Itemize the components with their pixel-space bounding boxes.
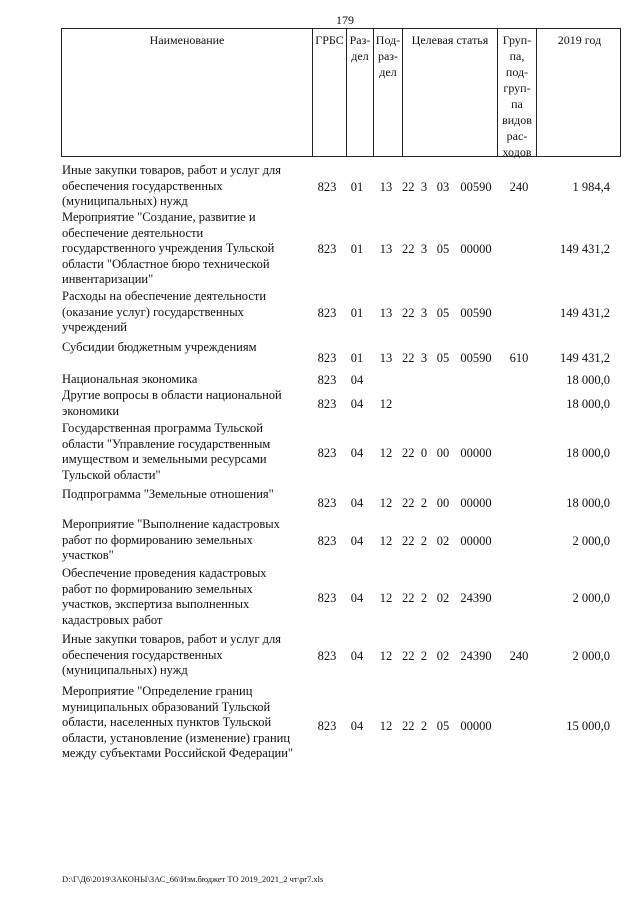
direction-code-cell: 00590	[460, 351, 492, 365]
row-name-line: Государственная программа Тульской	[62, 421, 263, 435]
main-event-code-cell: 02	[436, 591, 450, 605]
row-name	[62, 340, 312, 356]
row-name	[62, 163, 312, 210]
amount-cell: 1 984,4	[572, 180, 610, 194]
podrazdel-cell: 12	[379, 446, 393, 460]
row-name	[62, 684, 312, 762]
grbs-cell: 823	[317, 397, 337, 411]
main-event-code-cell: 00	[436, 496, 450, 510]
row-name-line: Субсидии бюджетным учреждениям	[62, 340, 257, 354]
subprogram-code-cell: 3	[420, 242, 428, 256]
direction-code-cell: 00000	[460, 242, 492, 256]
grbs-cell: 823	[317, 180, 337, 194]
direction-code-cell: 00000	[460, 719, 492, 733]
row-name-line: Мероприятие "Создание, развитие и	[62, 210, 256, 224]
amount-cell: 18 000,0	[566, 496, 610, 510]
razdel-cell: 04	[350, 496, 364, 510]
main-event-code-cell: 05	[436, 351, 450, 365]
subprogram-code-cell: 2	[420, 649, 428, 663]
subprogram-code-cell: 2	[420, 591, 428, 605]
row-name-line: муниципальных образований Тульской	[62, 699, 271, 714]
program-code-cell: 22	[402, 649, 415, 663]
row-name-line: области, населенных пунктов Тульской	[62, 715, 272, 730]
direction-code-cell: 00590	[460, 180, 492, 194]
amount-cell: 2 000,0	[572, 534, 610, 548]
amount-cell: 18 000,0	[566, 446, 610, 460]
row-name-line: Иные закупки товаров, работ и услуг для	[62, 632, 282, 646]
row-name-line: Расходы на обеспечение деятельности	[62, 289, 267, 303]
podrazdel-cell: 12	[379, 719, 393, 733]
main-event-code-cell: 05	[436, 242, 450, 256]
podrazdel-cell: 13	[379, 242, 393, 256]
grbs-cell: 823	[317, 719, 337, 733]
row-name	[62, 487, 312, 503]
razdel-cell: 04	[350, 397, 364, 411]
direction-code-cell: 00590	[460, 306, 492, 320]
direction-code-cell: 24390	[460, 649, 492, 663]
header-razdel: Раз- дел	[347, 29, 374, 156]
program-code-cell: 22	[402, 351, 415, 365]
subprogram-code-cell: 0	[420, 446, 428, 460]
program-code-cell: 22	[402, 591, 415, 605]
row-name-line: участков, экспертиза выполненных	[62, 597, 250, 612]
row-name-line: государственного учреждения Тульской	[62, 241, 275, 256]
razdel-cell: 04	[350, 446, 364, 460]
row-name-line: кадастровых работ	[62, 612, 163, 627]
grbs-cell: 823	[317, 496, 337, 510]
row-name-line: области, установление (изменение) границ	[62, 730, 291, 745]
main-event-code-cell: 05	[436, 306, 450, 320]
direction-code-cell: 00000	[460, 446, 492, 460]
header-name: Наименование	[62, 29, 313, 156]
razdel-cell: 04	[350, 649, 364, 663]
subprogram-code-cell: 2	[420, 496, 428, 510]
direction-code-cell: 00000	[460, 496, 492, 510]
row-name-line: Другие вопросы в области национальной	[62, 388, 282, 402]
grbs-cell: 823	[317, 242, 337, 256]
razdel-cell: 04	[350, 719, 364, 733]
razdel-cell: 04	[350, 534, 364, 548]
row-name-line: Иные закупки товаров, работ и услуг для	[62, 163, 282, 177]
direction-code-cell: 00000	[460, 534, 492, 548]
grbs-cell: 823	[317, 591, 337, 605]
header-podrazdel: Под- раз- дел	[374, 29, 403, 156]
row-name	[62, 566, 312, 628]
program-code-cell: 22	[402, 180, 415, 194]
amount-cell: 149 431,2	[560, 351, 610, 365]
podrazdel-cell: 13	[379, 351, 393, 365]
row-name-line: экономики	[62, 403, 120, 418]
grbs-cell: 823	[317, 306, 337, 320]
podrazdel-cell: 12	[379, 649, 393, 663]
row-name-line: области "Областное бюро технической	[62, 256, 270, 271]
program-code-cell: 22	[402, 719, 415, 733]
program-code-cell: 22	[402, 306, 415, 320]
program-code-cell: 22	[402, 242, 415, 256]
subprogram-code-cell: 2	[420, 534, 428, 548]
expense-type-cell: 610	[509, 351, 529, 365]
main-event-code-cell: 05	[436, 719, 450, 733]
podrazdel-cell: 12	[379, 496, 393, 510]
file-path-footer: D:\Г\Д6\2019\ЗАКОНЫ\ЗАС_66\Изм.бюджет ТО 2019_2021_2 чт\pr7.xls	[62, 874, 324, 884]
grbs-cell: 823	[317, 446, 337, 460]
row-name	[62, 632, 312, 679]
row-name-line: (оказание услуг) государственных	[62, 304, 244, 319]
row-name-line: Подпрограмма "Земельные отношения"	[62, 487, 274, 501]
subprogram-code-cell: 3	[420, 306, 428, 320]
row-name-line: работ по формированию земельных	[62, 532, 253, 547]
row-name-line: области "Управление государственным	[62, 436, 271, 451]
expense-type-cell: 240	[509, 649, 529, 663]
table-header	[61, 28, 621, 157]
row-name-line: Национальная экономика	[62, 372, 198, 386]
page-number: 179	[336, 13, 354, 27]
row-name-line: обеспечения государственных	[62, 647, 223, 662]
razdel-cell: 01	[350, 351, 364, 365]
main-event-code-cell: 00	[436, 446, 450, 460]
row-name-line: Мероприятие "Выполнение кадастровых	[62, 517, 280, 531]
grbs-cell: 823	[317, 649, 337, 663]
row-name-line: Тульской области"	[62, 467, 161, 482]
header-target-article: Целевая статья	[403, 29, 498, 156]
grbs-cell: 823	[317, 373, 337, 387]
row-name-line: учреждений	[62, 320, 127, 335]
razdel-cell: 04	[350, 373, 364, 387]
header-group: Груп- па, под- груп- па видов рас- ходов	[498, 29, 537, 156]
razdel-cell: 04	[350, 591, 364, 605]
row-name-line: обеспечения государственных	[62, 178, 223, 193]
direction-code-cell: 24390	[460, 591, 492, 605]
main-event-code-cell: 03	[436, 180, 450, 194]
row-name-line: (муниципальных) нужд	[62, 663, 188, 678]
program-code-cell: 22	[402, 534, 415, 548]
podrazdel-cell: 13	[379, 180, 393, 194]
razdel-cell: 01	[350, 242, 364, 256]
row-name-line: между субъектами Российской Федерации"	[62, 746, 294, 761]
row-name-line: имуществом и земельными ресурсами	[62, 452, 267, 467]
main-event-code-cell: 02	[436, 534, 450, 548]
header-year: 2019 год	[557, 33, 602, 47]
podrazdel-cell: 12	[379, 397, 393, 411]
program-code-cell: 22	[402, 446, 415, 460]
amount-cell: 18 000,0	[566, 397, 610, 411]
podrazdel-cell: 12	[379, 591, 393, 605]
program-code-cell: 22	[402, 496, 415, 510]
row-name-line: Обеспечение проведения кадастровых	[62, 566, 267, 580]
razdel-cell: 01	[350, 306, 364, 320]
expense-type-cell: 240	[509, 180, 529, 194]
row-name-line: участков"	[62, 548, 114, 563]
razdel-cell: 01	[350, 180, 364, 194]
amount-cell: 18 000,0	[566, 373, 610, 387]
amount-cell: 15 000,0	[566, 719, 610, 733]
row-name	[62, 372, 312, 388]
amount-cell: 2 000,0	[572, 649, 610, 663]
amount-cell: 149 431,2	[560, 306, 610, 320]
grbs-cell: 823	[317, 534, 337, 548]
row-name-line: (муниципальных) нужд	[62, 194, 188, 209]
row-name	[62, 517, 312, 564]
subprogram-code-cell: 2	[420, 719, 428, 733]
podrazdel-cell: 13	[379, 306, 393, 320]
subprogram-code-cell: 3	[420, 351, 428, 365]
row-name	[62, 289, 312, 336]
amount-cell: 149 431,2	[560, 242, 610, 256]
grbs-cell: 823	[317, 351, 337, 365]
podrazdel-cell: 12	[379, 534, 393, 548]
row-name	[62, 421, 312, 483]
amount-cell: 2 000,0	[572, 591, 610, 605]
row-name-line: обеспечение деятельности	[62, 225, 204, 240]
main-event-code-cell: 02	[436, 649, 450, 663]
row-name	[62, 210, 312, 288]
row-name-line: работ по формированию земельных	[62, 581, 253, 596]
row-name-line: инвентаризации"	[62, 272, 154, 287]
row-name	[62, 388, 312, 419]
row-name-line: Мероприятие "Определение границ	[62, 684, 253, 698]
header-grbs: ГРБС	[313, 29, 347, 156]
subprogram-code-cell: 3	[420, 180, 428, 194]
